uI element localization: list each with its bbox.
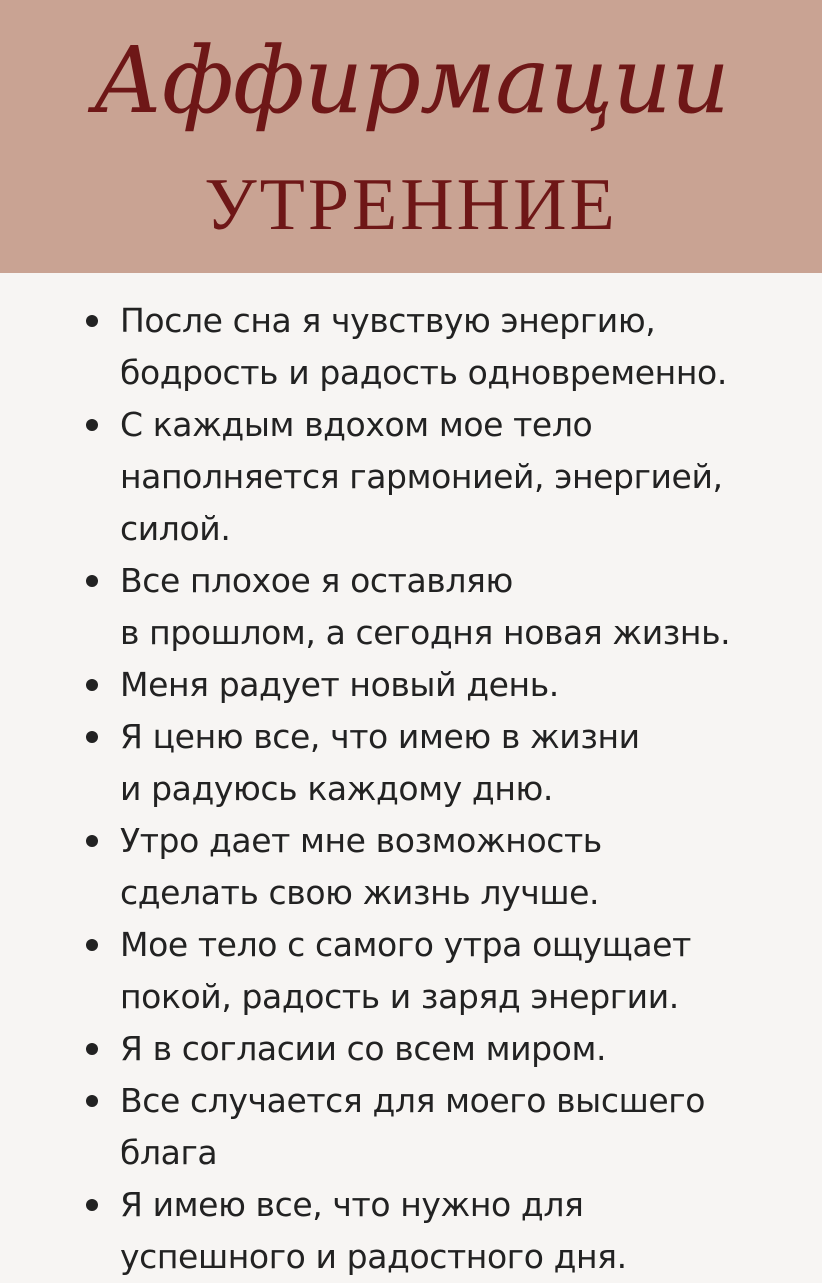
affirmation-text: Меня радует новый день.: [120, 665, 559, 704]
list-item: [82, 711, 807, 815]
subtitle: УТРЕННИЕ: [204, 164, 618, 246]
affirmation-text: Я в согласии со всем миром.: [120, 1029, 607, 1068]
bullet-icon: [86, 315, 98, 327]
list-item: [82, 1023, 807, 1075]
list-item: [82, 815, 807, 919]
list-item: [82, 1179, 807, 1283]
bullet-icon: [86, 1199, 98, 1211]
bullet-icon: [86, 731, 98, 743]
affirmation-text: С каждым вдохом мое тело наполняется гармонией, энергией, силой.: [120, 405, 723, 548]
list-item: [82, 555, 807, 659]
list-item: [82, 1075, 807, 1179]
bullet-icon: [86, 575, 98, 587]
bullet-icon: [86, 1095, 98, 1107]
bullet-icon: [86, 419, 98, 431]
list-item: [82, 399, 807, 555]
affirmation-text: Я ценю все, что имею в жизни и радуюсь каждому дню.: [120, 717, 640, 808]
list-item: [82, 919, 807, 1023]
affirmations-list: [82, 295, 807, 1283]
affirmation-text: Я имею все, что нужно для успешного и радостного дня.: [120, 1185, 627, 1276]
bullet-icon: [86, 1043, 98, 1055]
affirmation-text: Все плохое я оставляю в прошлом, а сегодня новая жизнь.: [120, 561, 731, 652]
list-item: [82, 295, 807, 399]
bullet-icon: [86, 679, 98, 691]
affirmation-text: Утро дает мне возможность сделать свою жизнь лучше.: [120, 821, 602, 912]
affirmation-text: После сна я чувствую энергию, бодрость и радость одновременно.: [120, 301, 727, 392]
bullet-icon: [86, 835, 98, 847]
bullet-icon: [86, 939, 98, 951]
affirmation-text: Все случается для моего высшего блага: [120, 1081, 706, 1172]
script-title: Аффирмации: [93, 27, 729, 134]
list-item: [82, 659, 807, 711]
affirmation-text: Мое тело с самого утра ощущает покой, радость и заряд энергии.: [120, 925, 691, 1016]
header-banner: [0, 0, 822, 273]
affirmations-section: [0, 273, 822, 1276]
